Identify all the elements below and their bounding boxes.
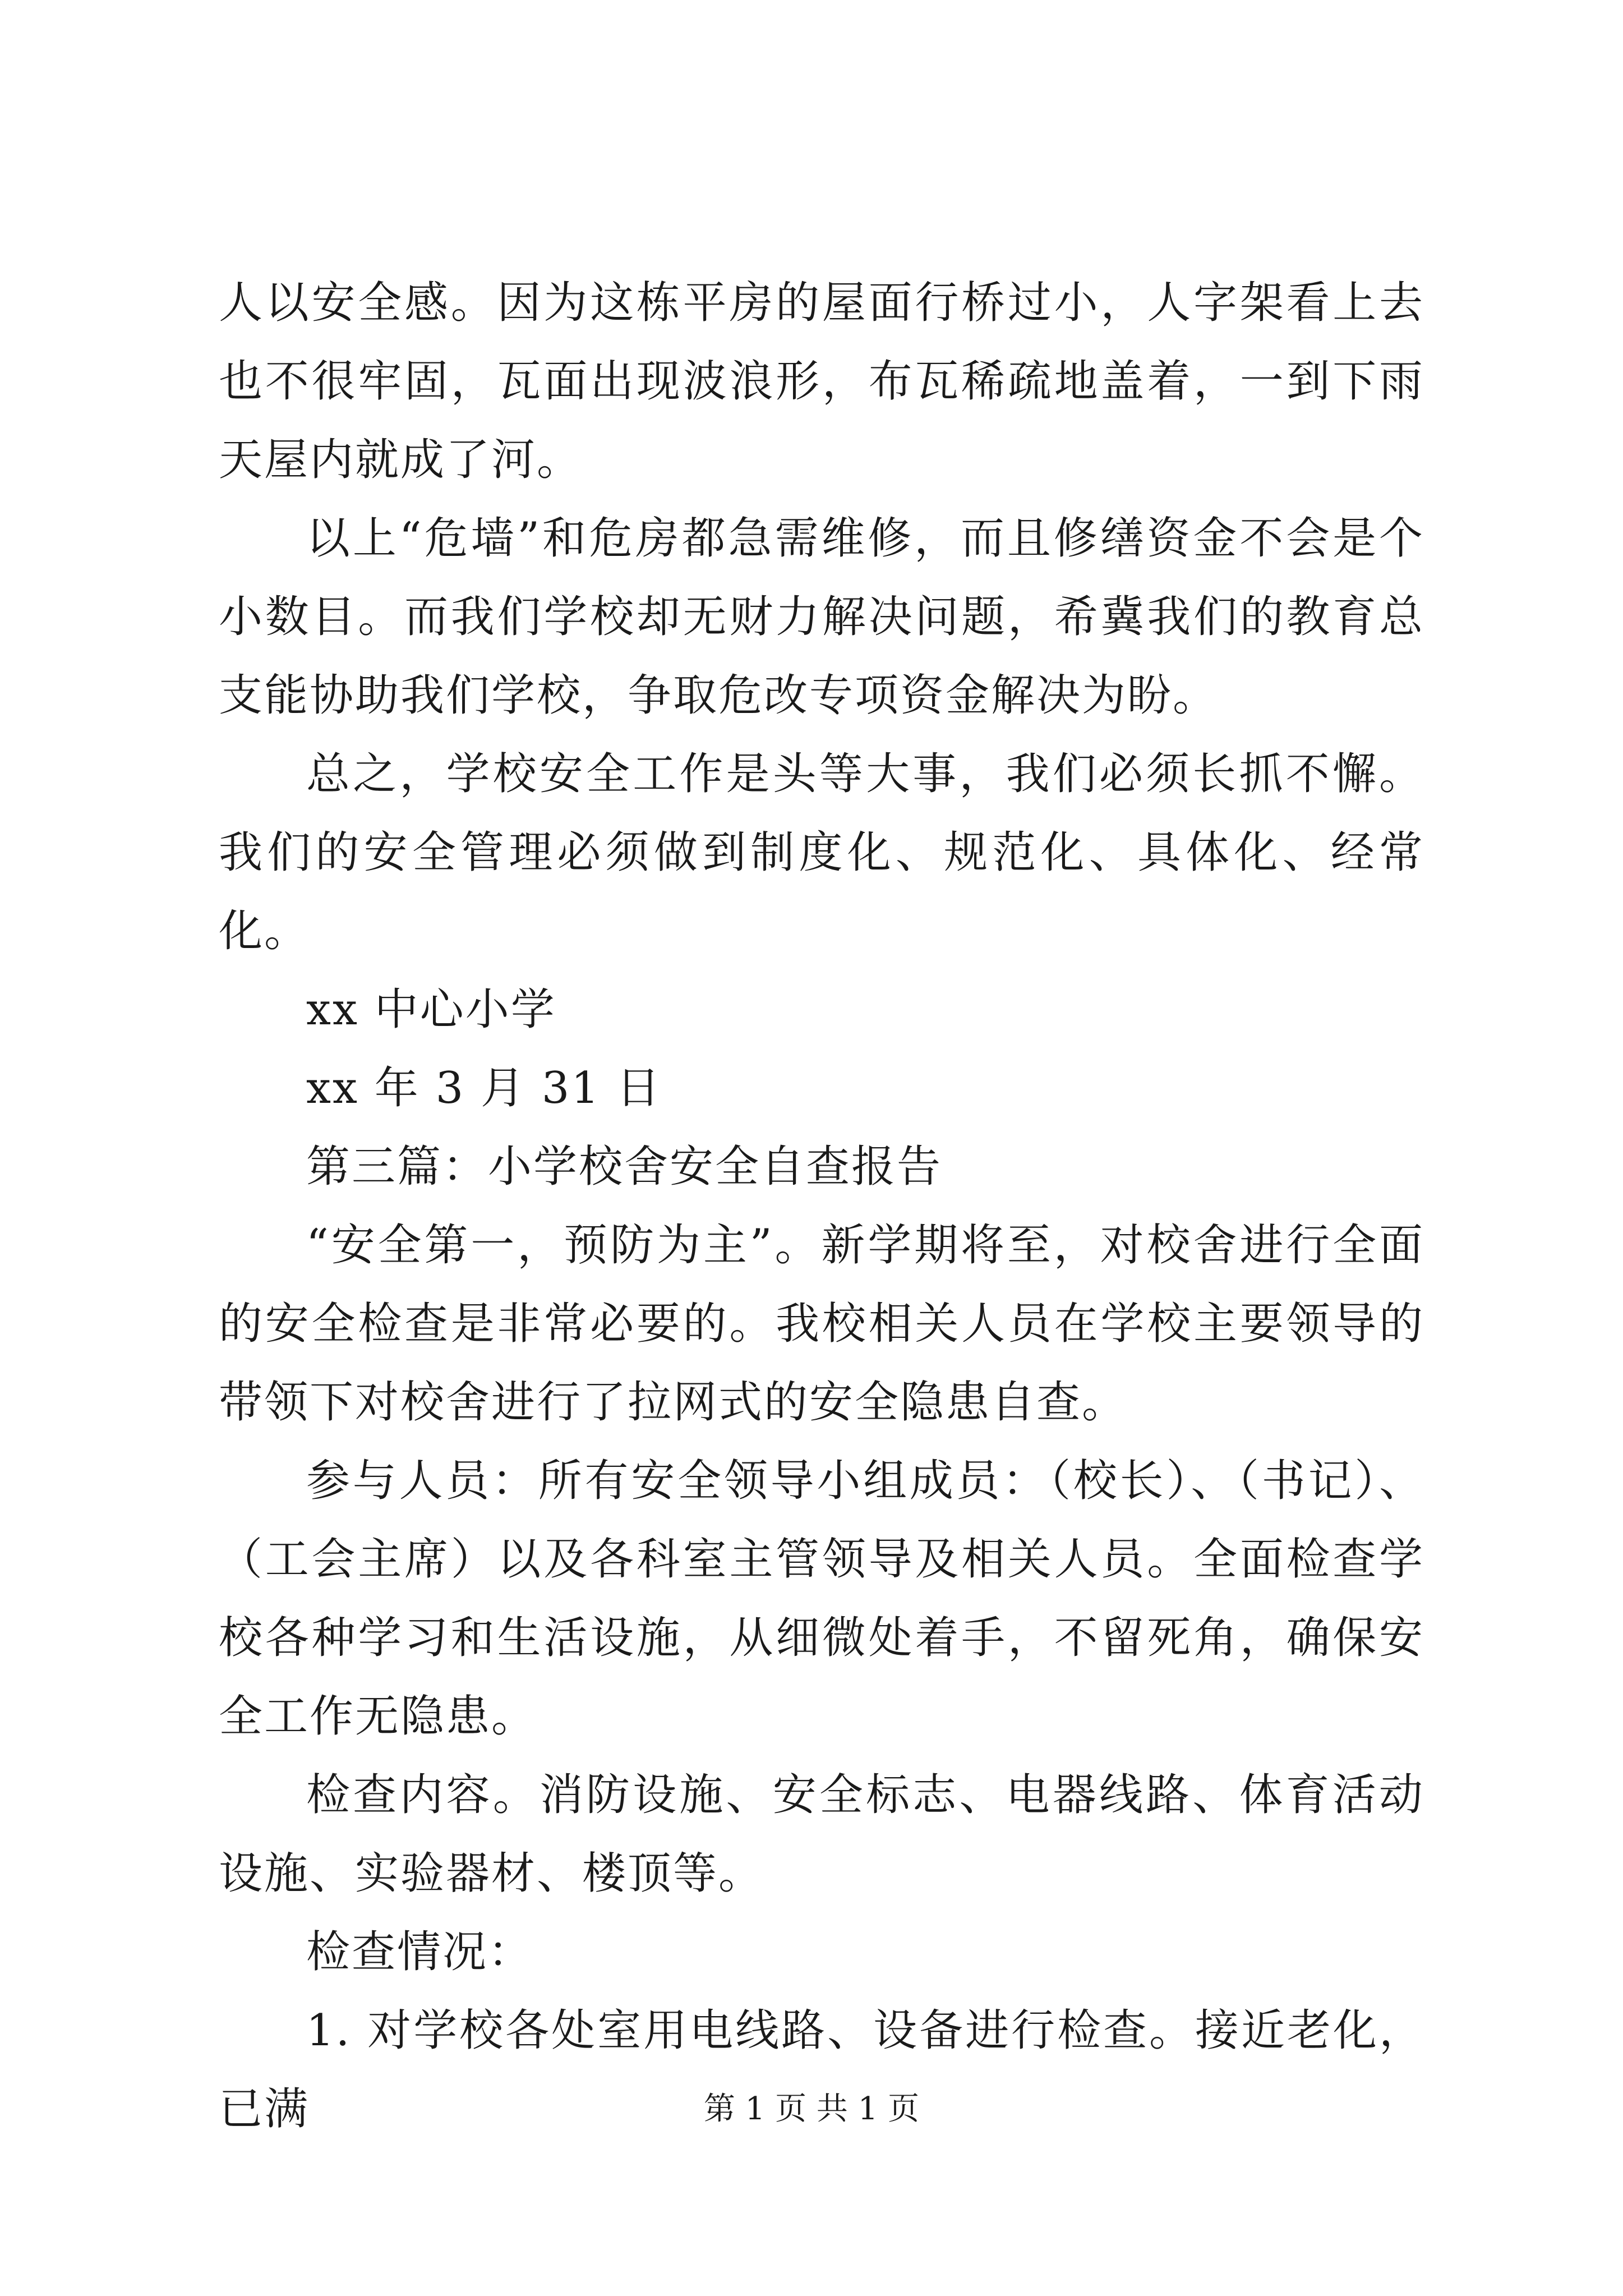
- document-body: [219, 264, 1424, 2148]
- section-heading: 第三篇：小学校舍安全自查报告: [306, 1142, 943, 1192]
- paragraph-1: 人以安全感。因为这栋平房的屋面行桥过小，人字架看上去也不很牢固，瓦面出现波浪形，布瓦稀疏地盖着，一到下雨天屋内就成了河。: [219, 278, 1424, 485]
- paragraph-check-status: 检查情况：: [306, 1927, 534, 1977]
- paragraph-item-1: 1. 对学校各处室用电线路、设备进行检查。接近老化，已满: [219, 2005, 1424, 2134]
- signature-date: xx 年 3 月 31 日: [306, 1063, 662, 1114]
- paragraph-3: 总之，学校安全工作是头等大事，我们必须长抓不懈。我们的安全管理必须做到制度化、规范化、具体化、经常化。: [219, 749, 1424, 956]
- paragraph-participants: 参与人员：所有安全领导小组成员：（校长）、（书记）、（工会主席）以及各科室主管领导及相关人员。全面检查学校各种学习和生活设施，从细微处着手，不留死角，确保安全工作无隐患。: [219, 1456, 1424, 1742]
- paragraph-check-content: 检查内容。消防设施、安全标志、电器线路、体育活动设施、实验器材、楼顶等。: [219, 1770, 1424, 1899]
- paragraph-2: 以上“危墙”和危房都急需维修，而且修缮资金不会是个小数目。而我们学校却无财力解决问题，希冀我们的教育总支能协助我们学校，争取危改专项资金解决为盼。: [219, 513, 1424, 721]
- signature-school: xx 中心小学: [306, 984, 556, 1035]
- page-number-footer: 第 1 页 共 1 页: [703, 2091, 920, 2127]
- paragraph-intro: “安全第一，预防为主”。新学期将至，对校舍进行全面的安全检查是非常必要的。我校相关人员在学校主要领导的带领下对校舍进行了拉网式的安全隐患自查。: [219, 1220, 1424, 1428]
